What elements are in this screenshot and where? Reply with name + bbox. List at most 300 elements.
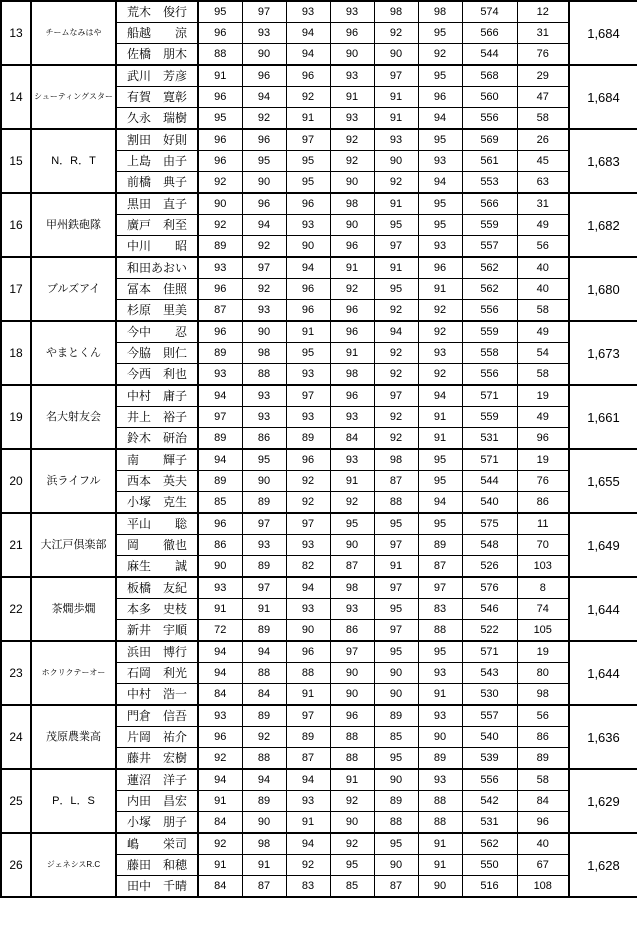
results-table-body: [1, 1, 637, 897]
individual-rank-cell: 8: [517, 577, 569, 599]
series-score-cell: 92: [418, 44, 462, 66]
series-score-cell: 94: [418, 108, 462, 130]
player-name-cell: 片岡 祐介: [116, 727, 198, 748]
series-score-cell: 97: [198, 407, 242, 428]
series-score-cell: 97: [286, 129, 330, 151]
team-rank-cell: 26: [1, 833, 31, 897]
individual-rank-cell: 40: [517, 279, 569, 300]
series-score-cell: 89: [198, 428, 242, 450]
player-name-cell: 船越 涼: [116, 23, 198, 44]
series-score-cell: 88: [242, 663, 286, 684]
player-name-cell: 嶋 栄司: [116, 833, 198, 855]
series-score-cell: 97: [242, 577, 286, 599]
series-score-cell: 97: [374, 577, 418, 599]
series-score-cell: 94: [242, 87, 286, 108]
player-name-cell: 黒田 直子: [116, 193, 198, 215]
series-score-cell: 91: [198, 855, 242, 876]
series-score-cell: 91: [330, 343, 374, 364]
player-name-cell: 藤井 宏樹: [116, 748, 198, 770]
series-score-cell: 93: [418, 663, 462, 684]
individual-rank-cell: 11: [517, 513, 569, 535]
player-name-cell: 和田あおい: [116, 257, 198, 279]
series-score-cell: 92: [286, 492, 330, 514]
series-score-cell: 88: [242, 748, 286, 770]
player-total-cell: 540: [462, 727, 517, 748]
player-name-cell: 石岡 利光: [116, 663, 198, 684]
series-score-cell: 95: [286, 343, 330, 364]
series-score-cell: 72: [198, 620, 242, 642]
player-total-cell: 530: [462, 684, 517, 706]
series-score-cell: 89: [242, 791, 286, 812]
team-rank-cell: 17: [1, 257, 31, 321]
series-score-cell: 93: [242, 23, 286, 44]
series-score-cell: 92: [286, 87, 330, 108]
series-score-cell: 88: [418, 620, 462, 642]
series-score-cell: 90: [198, 193, 242, 215]
player-row: [1, 769, 637, 791]
team-rank-cell: 14: [1, 65, 31, 129]
series-score-cell: 95: [242, 449, 286, 471]
individual-rank-cell: 56: [517, 236, 569, 258]
series-score-cell: 91: [418, 833, 462, 855]
series-score-cell: 96: [198, 151, 242, 172]
player-row: [1, 833, 637, 855]
team-total-cell: 1,628: [569, 833, 637, 897]
individual-rank-cell: 19: [517, 641, 569, 663]
player-row: [1, 385, 637, 407]
series-score-cell: 90: [330, 215, 374, 236]
series-score-cell: 90: [330, 44, 374, 66]
series-score-cell: 97: [242, 257, 286, 279]
series-score-cell: 87: [242, 876, 286, 898]
player-total-cell: 548: [462, 535, 517, 556]
series-score-cell: 90: [374, 44, 418, 66]
series-score-cell: 94: [286, 257, 330, 279]
team-total-cell: 1,661: [569, 385, 637, 449]
series-score-cell: 94: [286, 44, 330, 66]
series-score-cell: 98: [418, 1, 462, 23]
series-score-cell: 94: [418, 385, 462, 407]
player-name-cell: 杉原 里美: [116, 300, 198, 322]
series-score-cell: 86: [242, 428, 286, 450]
series-score-cell: 87: [374, 876, 418, 898]
player-total-cell: 557: [462, 236, 517, 258]
team-name-cell: 甲州鉄砲隊: [31, 193, 116, 257]
series-score-cell: 87: [374, 471, 418, 492]
series-score-cell: 96: [198, 87, 242, 108]
team-total-cell: 1,684: [569, 65, 637, 129]
team-total-cell: 1,680: [569, 257, 637, 321]
series-score-cell: 90: [242, 812, 286, 834]
player-total-cell: 561: [462, 151, 517, 172]
series-score-cell: 91: [198, 599, 242, 620]
series-score-cell: 85: [330, 876, 374, 898]
player-total-cell: 574: [462, 1, 517, 23]
series-score-cell: 89: [374, 791, 418, 812]
individual-rank-cell: 67: [517, 855, 569, 876]
series-score-cell: 96: [286, 300, 330, 322]
series-score-cell: 86: [198, 535, 242, 556]
series-score-cell: 92: [330, 833, 374, 855]
series-score-cell: 84: [198, 812, 242, 834]
individual-rank-cell: 86: [517, 727, 569, 748]
series-score-cell: 96: [198, 321, 242, 343]
series-score-cell: 93: [286, 599, 330, 620]
series-score-cell: 91: [374, 87, 418, 108]
team-name-cell: ブルズアイ: [31, 257, 116, 321]
series-score-cell: 93: [330, 65, 374, 87]
team-total-cell: 1,684: [569, 1, 637, 65]
series-score-cell: 97: [374, 65, 418, 87]
series-score-cell: 93: [330, 599, 374, 620]
individual-rank-cell: 58: [517, 364, 569, 386]
series-score-cell: 95: [286, 172, 330, 194]
series-score-cell: 93: [330, 407, 374, 428]
team-name-cell: 名大射友会: [31, 385, 116, 449]
series-score-cell: 89: [418, 748, 462, 770]
team-name-cell: やまとくん: [31, 321, 116, 385]
player-name-cell: 廣戸 利至: [116, 215, 198, 236]
series-score-cell: 92: [286, 471, 330, 492]
series-score-cell: 95: [330, 855, 374, 876]
series-score-cell: 90: [242, 321, 286, 343]
individual-rank-cell: 49: [517, 407, 569, 428]
individual-rank-cell: 96: [517, 812, 569, 834]
series-score-cell: 96: [286, 193, 330, 215]
series-score-cell: 90: [330, 812, 374, 834]
team-total-cell: 1,683: [569, 129, 637, 193]
team-total-cell: 1,629: [569, 769, 637, 833]
series-score-cell: 91: [374, 108, 418, 130]
series-score-cell: 92: [242, 236, 286, 258]
series-score-cell: 88: [374, 812, 418, 834]
series-score-cell: 90: [286, 620, 330, 642]
team-total-cell: 1,655: [569, 449, 637, 513]
player-total-cell: 539: [462, 748, 517, 770]
series-score-cell: 92: [330, 151, 374, 172]
player-name-cell: 今脇 則仁: [116, 343, 198, 364]
player-name-cell: 新井 宇順: [116, 620, 198, 642]
series-score-cell: 93: [242, 407, 286, 428]
series-score-cell: 96: [198, 279, 242, 300]
series-score-cell: 91: [286, 684, 330, 706]
player-name-cell: 前橋 典子: [116, 172, 198, 194]
player-total-cell: 522: [462, 620, 517, 642]
player-row: [1, 705, 637, 727]
team-rank-cell: 24: [1, 705, 31, 769]
player-name-cell: 藤田 和穂: [116, 855, 198, 876]
series-score-cell: 95: [418, 215, 462, 236]
player-name-cell: 佐橋 朋木: [116, 44, 198, 66]
series-score-cell: 90: [330, 684, 374, 706]
series-score-cell: 91: [242, 855, 286, 876]
series-score-cell: 96: [330, 385, 374, 407]
series-score-cell: 93: [418, 236, 462, 258]
series-score-cell: 83: [286, 876, 330, 898]
individual-rank-cell: 58: [517, 769, 569, 791]
series-score-cell: 84: [198, 684, 242, 706]
player-total-cell: 571: [462, 385, 517, 407]
player-total-cell: 543: [462, 663, 517, 684]
series-score-cell: 94: [198, 385, 242, 407]
individual-rank-cell: 19: [517, 449, 569, 471]
series-score-cell: 91: [330, 471, 374, 492]
player-total-cell: 576: [462, 577, 517, 599]
series-score-cell: 96: [330, 705, 374, 727]
series-score-cell: 88: [374, 492, 418, 514]
series-score-cell: 94: [286, 833, 330, 855]
series-score-cell: 95: [242, 151, 286, 172]
series-score-cell: 96: [286, 279, 330, 300]
individual-rank-cell: 40: [517, 257, 569, 279]
series-score-cell: 95: [418, 193, 462, 215]
series-score-cell: 95: [374, 513, 418, 535]
series-score-cell: 96: [198, 727, 242, 748]
series-score-cell: 89: [286, 428, 330, 450]
series-score-cell: 94: [286, 23, 330, 44]
series-score-cell: 96: [198, 23, 242, 44]
player-total-cell: 540: [462, 492, 517, 514]
series-score-cell: 91: [330, 87, 374, 108]
player-name-cell: 上島 由子: [116, 151, 198, 172]
player-name-cell: 本多 史枝: [116, 599, 198, 620]
player-name-cell: 板橋 友紀: [116, 577, 198, 599]
series-score-cell: 94: [242, 641, 286, 663]
series-score-cell: 88: [418, 791, 462, 812]
series-score-cell: 91: [418, 428, 462, 450]
individual-rank-cell: 31: [517, 23, 569, 44]
series-score-cell: 96: [286, 449, 330, 471]
series-score-cell: 94: [286, 769, 330, 791]
series-score-cell: 95: [374, 748, 418, 770]
player-total-cell: 546: [462, 599, 517, 620]
individual-rank-cell: 47: [517, 87, 569, 108]
series-score-cell: 93: [198, 364, 242, 386]
series-score-cell: 90: [418, 876, 462, 898]
player-total-cell: 531: [462, 428, 517, 450]
team-total-cell: 1,682: [569, 193, 637, 257]
player-name-cell: 冨本 佳照: [116, 279, 198, 300]
series-score-cell: 82: [286, 556, 330, 578]
series-score-cell: 88: [330, 748, 374, 770]
series-score-cell: 97: [374, 236, 418, 258]
series-score-cell: 91: [286, 812, 330, 834]
individual-rank-cell: 76: [517, 471, 569, 492]
series-score-cell: 92: [374, 23, 418, 44]
player-name-cell: 荒木 俊行: [116, 1, 198, 23]
series-score-cell: 93: [286, 535, 330, 556]
player-total-cell: 566: [462, 23, 517, 44]
individual-rank-cell: 74: [517, 599, 569, 620]
series-score-cell: 92: [242, 727, 286, 748]
individual-rank-cell: 49: [517, 215, 569, 236]
series-score-cell: 98: [330, 364, 374, 386]
series-score-cell: 93: [330, 449, 374, 471]
player-total-cell: 566: [462, 193, 517, 215]
series-score-cell: 93: [330, 1, 374, 23]
series-score-cell: 94: [418, 172, 462, 194]
series-score-cell: 90: [374, 855, 418, 876]
player-name-cell: 今中 忍: [116, 321, 198, 343]
series-score-cell: 85: [374, 727, 418, 748]
series-score-cell: 96: [286, 641, 330, 663]
series-score-cell: 93: [418, 343, 462, 364]
player-row: [1, 65, 637, 87]
series-score-cell: 92: [374, 172, 418, 194]
team-total-cell: 1,644: [569, 577, 637, 641]
series-score-cell: 92: [198, 833, 242, 855]
series-score-cell: 89: [198, 343, 242, 364]
player-total-cell: 575: [462, 513, 517, 535]
series-score-cell: 94: [242, 769, 286, 791]
series-score-cell: 95: [286, 151, 330, 172]
series-score-cell: 90: [374, 151, 418, 172]
series-score-cell: 95: [374, 215, 418, 236]
player-row: [1, 321, 637, 343]
series-score-cell: 92: [330, 129, 374, 151]
series-score-cell: 92: [418, 300, 462, 322]
player-name-cell: 井上 裕子: [116, 407, 198, 428]
series-score-cell: 91: [198, 791, 242, 812]
series-score-cell: 92: [286, 855, 330, 876]
individual-rank-cell: 63: [517, 172, 569, 194]
series-score-cell: 93: [286, 1, 330, 23]
series-score-cell: 90: [418, 727, 462, 748]
individual-rank-cell: 80: [517, 663, 569, 684]
series-score-cell: 89: [418, 535, 462, 556]
series-score-cell: 90: [330, 663, 374, 684]
player-name-cell: 中村 浩一: [116, 684, 198, 706]
series-score-cell: 95: [330, 513, 374, 535]
team-total-cell: 1,644: [569, 641, 637, 705]
player-total-cell: 558: [462, 343, 517, 364]
player-name-cell: 門倉 信吾: [116, 705, 198, 727]
series-score-cell: 98: [242, 833, 286, 855]
series-score-cell: 93: [418, 151, 462, 172]
series-score-cell: 89: [242, 705, 286, 727]
series-score-cell: 93: [286, 364, 330, 386]
series-score-cell: 97: [374, 535, 418, 556]
player-row: [1, 193, 637, 215]
series-score-cell: 92: [330, 791, 374, 812]
player-name-cell: 西本 英夫: [116, 471, 198, 492]
series-score-cell: 97: [242, 513, 286, 535]
series-score-cell: 91: [418, 407, 462, 428]
player-total-cell: 571: [462, 641, 517, 663]
player-total-cell: 531: [462, 812, 517, 834]
series-score-cell: 89: [242, 492, 286, 514]
player-name-cell: 中川 昭: [116, 236, 198, 258]
series-score-cell: 93: [374, 129, 418, 151]
player-name-cell: 蓮沼 洋子: [116, 769, 198, 791]
series-score-cell: 94: [198, 769, 242, 791]
series-score-cell: 95: [374, 641, 418, 663]
series-score-cell: 96: [330, 236, 374, 258]
series-score-cell: 91: [374, 257, 418, 279]
series-score-cell: 95: [418, 65, 462, 87]
player-total-cell: 559: [462, 407, 517, 428]
series-score-cell: 97: [330, 641, 374, 663]
series-score-cell: 97: [242, 1, 286, 23]
series-score-cell: 95: [374, 599, 418, 620]
player-total-cell: 562: [462, 279, 517, 300]
series-score-cell: 92: [198, 172, 242, 194]
team-total-cell: 1,673: [569, 321, 637, 385]
player-total-cell: 559: [462, 215, 517, 236]
series-score-cell: 98: [330, 193, 374, 215]
individual-rank-cell: 45: [517, 151, 569, 172]
series-score-cell: 95: [198, 108, 242, 130]
series-score-cell: 96: [418, 87, 462, 108]
player-name-cell: 内田 昌宏: [116, 791, 198, 812]
player-name-cell: 割田 好則: [116, 129, 198, 151]
series-score-cell: 98: [374, 449, 418, 471]
series-score-cell: 95: [418, 449, 462, 471]
series-score-cell: 84: [242, 684, 286, 706]
series-score-cell: 96: [242, 193, 286, 215]
team-rank-cell: 18: [1, 321, 31, 385]
series-score-cell: 92: [242, 108, 286, 130]
series-score-cell: 87: [198, 300, 242, 322]
team-rank-cell: 15: [1, 129, 31, 193]
series-score-cell: 88: [418, 812, 462, 834]
series-score-cell: 97: [418, 577, 462, 599]
team-rank-cell: 19: [1, 385, 31, 449]
team-name-cell: N．R．T: [31, 129, 116, 193]
series-score-cell: 93: [286, 407, 330, 428]
series-score-cell: 90: [330, 535, 374, 556]
series-score-cell: 93: [286, 791, 330, 812]
player-name-cell: 田中 千晴: [116, 876, 198, 898]
series-score-cell: 92: [242, 279, 286, 300]
player-name-cell: 鈴木 研治: [116, 428, 198, 450]
player-total-cell: 562: [462, 257, 517, 279]
individual-rank-cell: 40: [517, 833, 569, 855]
player-name-cell: 浜田 博行: [116, 641, 198, 663]
series-score-cell: 93: [418, 705, 462, 727]
series-score-cell: 84: [330, 428, 374, 450]
team-name-cell: 浜ライフル: [31, 449, 116, 513]
series-score-cell: 94: [374, 321, 418, 343]
series-score-cell: 88: [330, 727, 374, 748]
series-score-cell: 90: [286, 236, 330, 258]
series-score-cell: 90: [374, 684, 418, 706]
team-rank-cell: 13: [1, 1, 31, 65]
player-row: [1, 1, 637, 23]
series-score-cell: 92: [198, 748, 242, 770]
individual-rank-cell: 96: [517, 428, 569, 450]
team-rank-cell: 16: [1, 193, 31, 257]
series-score-cell: 96: [198, 129, 242, 151]
player-row: [1, 577, 637, 599]
individual-rank-cell: 58: [517, 108, 569, 130]
team-name-cell: ジェネシスR.C: [31, 833, 116, 897]
series-score-cell: 96: [242, 65, 286, 87]
series-score-cell: 94: [198, 641, 242, 663]
series-score-cell: 92: [374, 343, 418, 364]
series-score-cell: 91: [418, 279, 462, 300]
series-score-cell: 95: [418, 23, 462, 44]
series-score-cell: 92: [330, 279, 374, 300]
player-total-cell: 544: [462, 471, 517, 492]
series-score-cell: 95: [418, 471, 462, 492]
individual-rank-cell: 86: [517, 492, 569, 514]
player-total-cell: 568: [462, 65, 517, 87]
series-score-cell: 97: [374, 620, 418, 642]
series-score-cell: 91: [330, 769, 374, 791]
individual-rank-cell: 31: [517, 193, 569, 215]
series-score-cell: 97: [286, 705, 330, 727]
